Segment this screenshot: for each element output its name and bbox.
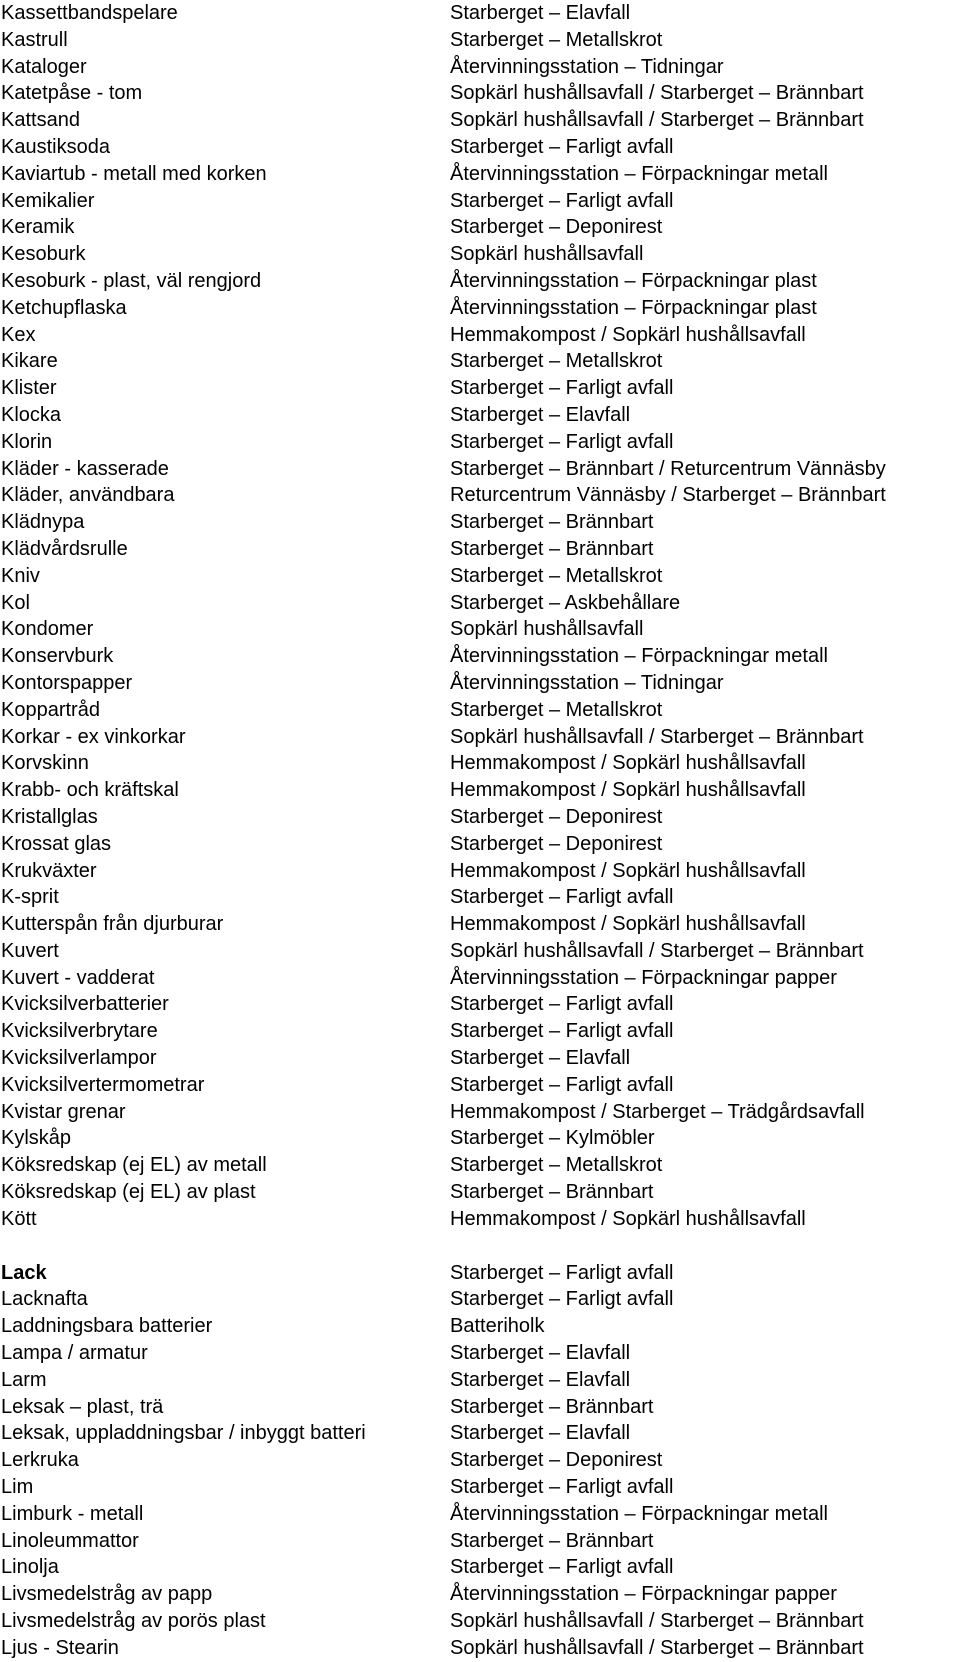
- disposal-destination: Starberget – Brännbart / Returcentrum Vännäsby: [450, 457, 886, 480]
- item-name: Keramik: [1, 216, 75, 239]
- disposal-destination: Starberget – Elavfall: [450, 2, 631, 24]
- list-item: [0, 938, 960, 965]
- item-name: Klädnypa: [1, 511, 85, 534]
- disposal-destination: Starberget – Farligt avfall: [450, 430, 674, 453]
- disposal-destination: Hemmakompost / Starberget – Trädgårdsavfall: [450, 1100, 865, 1123]
- item-name: Köksredskap (ej EL) av metall: [1, 1154, 267, 1177]
- list-item: [0, 456, 960, 483]
- list-item: [0, 1099, 960, 1126]
- disposal-destination: Starberget – Deponirest: [450, 1449, 663, 1472]
- list-item: [0, 724, 960, 751]
- disposal-destination: Sopkärl hushållsavfall / Starberget – Brännbart: [450, 82, 864, 105]
- list-item: [0, 536, 960, 563]
- item-name: Larm: [1, 1368, 47, 1391]
- list-item: [0, 375, 960, 402]
- item-name: Kattsand: [1, 109, 80, 132]
- disposal-destination: Starberget – Farligt avfall: [450, 377, 674, 400]
- item-name: Kvicksilverlampor: [1, 1047, 157, 1070]
- disposal-destination: Starberget – Elavfall: [450, 1047, 631, 1070]
- item-name: Krabb- och kräftskal: [1, 779, 179, 802]
- list-item: [0, 429, 960, 456]
- disposal-destination: Återvinningsstation – Förpackningar metall: [450, 162, 828, 185]
- list-item: [0, 482, 960, 509]
- list-item: [0, 1501, 960, 1528]
- item-name: Konservburk: [1, 645, 114, 668]
- list-item: [0, 1179, 960, 1206]
- list-item: [0, 348, 960, 375]
- disposal-destination: Återvinningsstation – Tidningar: [450, 55, 724, 78]
- disposal-destination: Återvinningsstation – Förpackningar plast: [450, 296, 817, 319]
- item-name: Kläder - kasserade: [1, 457, 169, 480]
- list-item: [0, 590, 960, 617]
- item-name: Kylskåp: [1, 1127, 72, 1150]
- disposal-destination: Starberget – Brännbart: [450, 1181, 654, 1204]
- list-item: [0, 80, 960, 107]
- item-name: Kött: [1, 1207, 37, 1230]
- disposal-destination: Hemmakompost / Sopkärl hushållsavfall: [450, 752, 806, 775]
- item-name: Köksredskap (ej EL) av plast: [1, 1181, 256, 1204]
- disposal-destination: Starberget – Metallskrot: [450, 1154, 663, 1177]
- list-item: [0, 563, 960, 590]
- item-name: Lim: [1, 1476, 34, 1499]
- item-name: Kemikalier: [1, 189, 95, 212]
- item-name: Lacknafta: [1, 1288, 88, 1311]
- item-name: Kniv: [1, 564, 40, 587]
- item-name: Kvistar grenar: [1, 1100, 126, 1123]
- disposal-destination: Hemmakompost / Sopkärl hushållsavfall: [450, 323, 806, 346]
- item-name: Lack: [1, 1261, 47, 1284]
- item-name: Koppartråd: [1, 698, 100, 721]
- item-name: Klister: [1, 377, 57, 400]
- list-item: [0, 965, 960, 992]
- disposal-destination: Starberget – Farligt avfall: [450, 1556, 674, 1579]
- item-name: Ketchupflaska: [1, 296, 127, 319]
- list-item: [0, 858, 960, 885]
- disposal-destination: Hemmakompost / Sopkärl hushållsavfall: [450, 859, 806, 882]
- item-name: Kondomer: [1, 618, 94, 641]
- item-name: Linoleummattor: [1, 1529, 139, 1552]
- disposal-destination: Starberget – Farligt avfall: [450, 1261, 674, 1284]
- disposal-destination: Starberget – Deponirest: [450, 805, 663, 828]
- list-item: [0, 322, 960, 349]
- list-item: [0, 1152, 960, 1179]
- item-name: Laddningsbara batterier: [1, 1315, 213, 1338]
- item-name: Klorin: [1, 430, 53, 453]
- item-name: Leksak – plast, trä: [1, 1395, 164, 1418]
- disposal-destination: Starberget – Metallskrot: [450, 698, 663, 721]
- disposal-destination: Sopkärl hushållsavfall / Starberget – Brännbart: [450, 939, 864, 962]
- item-name: Kontorspapper: [1, 671, 133, 694]
- disposal-destination: Starberget – Farligt avfall: [450, 1288, 674, 1311]
- list-item: [0, 107, 960, 134]
- list-item: [0, 643, 960, 670]
- list-item: [0, 1206, 960, 1233]
- list-item: [0, 214, 960, 241]
- list-item: [0, 1394, 960, 1421]
- item-name: Kristallglas: [1, 805, 98, 828]
- list-item: [0, 1447, 960, 1474]
- disposal-destination: Starberget – Brännbart: [450, 511, 654, 534]
- disposal-destination: Återvinningsstation – Förpackningar metall: [450, 1502, 828, 1525]
- list-item: [0, 161, 960, 188]
- list-item: [0, 1072, 960, 1099]
- list-item: [0, 1286, 960, 1313]
- list-item: [0, 188, 960, 215]
- list-item: [0, 670, 960, 697]
- item-name: Linolja: [1, 1556, 59, 1579]
- list-item: [0, 991, 960, 1018]
- list-item: [0, 1018, 960, 1045]
- disposal-destination: Starberget – Farligt avfall: [450, 189, 674, 212]
- disposal-destination: Starberget – Farligt avfall: [450, 1020, 674, 1043]
- disposal-destination: Starberget – Brännbart: [450, 1529, 654, 1552]
- disposal-destination: Sopkärl hushållsavfall / Starberget – Brännbart: [450, 725, 864, 748]
- item-name: Kesoburk - plast, väl rengjord: [1, 269, 262, 292]
- disposal-destination: Starberget – Elavfall: [450, 403, 631, 426]
- list-item: [0, 0, 960, 27]
- disposal-destination: Återvinningsstation – Tidningar: [450, 671, 724, 694]
- item-name: Kesoburk: [1, 243, 86, 266]
- list-item: [0, 1260, 960, 1287]
- list-item: [0, 804, 960, 831]
- item-name: Kex: [1, 323, 36, 346]
- item-name: Kataloger: [1, 55, 87, 78]
- disposal-destination: Batteriholk: [450, 1315, 545, 1338]
- list-item: [0, 1474, 960, 1501]
- item-name: Kuvert - vadderat: [1, 966, 155, 989]
- disposal-destination: Sopkärl hushållsavfall: [450, 618, 644, 641]
- item-name: Kläder, användbara: [1, 484, 175, 507]
- disposal-destination: Starberget – Kylmöbler: [450, 1127, 655, 1150]
- list-item: [0, 831, 960, 858]
- item-name: Kvicksilvertermometrar: [1, 1073, 205, 1096]
- item-name: Kvicksilverbrytare: [1, 1020, 158, 1043]
- disposal-destination: Starberget – Metallskrot: [450, 564, 663, 587]
- item-name: Korvskinn: [1, 752, 89, 775]
- item-name: Lampa / armatur: [1, 1342, 148, 1365]
- list-item: [0, 884, 960, 911]
- item-name: Kassettbandspelare: [1, 2, 178, 24]
- disposal-destination: Starberget – Elavfall: [450, 1342, 631, 1365]
- disposal-destination: Sopkärl hushållsavfall / Starberget – Brännbart: [450, 1636, 864, 1659]
- disposal-destination: Starberget – Brännbart: [450, 537, 654, 560]
- disposal-destination: Starberget – Deponirest: [450, 832, 663, 855]
- item-name: Lerkruka: [1, 1449, 79, 1472]
- item-name: Kvicksilverbatterier: [1, 993, 169, 1016]
- list-item: [0, 1420, 960, 1447]
- item-name: Kaviartub - metall med korken: [1, 162, 267, 185]
- item-name: Limburk - metall: [1, 1502, 144, 1525]
- item-name: Kuvert: [1, 939, 59, 962]
- list-item: [0, 697, 960, 724]
- disposal-destination: Starberget – Askbehållare: [450, 591, 681, 614]
- item-name: Kol: [1, 591, 30, 614]
- item-name: Krukväxter: [1, 859, 97, 882]
- list-item: [0, 1608, 960, 1635]
- disposal-destination: Starberget – Farligt avfall: [450, 1073, 674, 1096]
- disposal-destination: Hemmakompost / Sopkärl hushållsavfall: [450, 913, 806, 936]
- item-name: Kaustiksoda: [1, 135, 110, 158]
- item-name: Livsmedelstråg av papp: [1, 1583, 213, 1606]
- list-item: [0, 1045, 960, 1072]
- item-name: Klädvårdsrulle: [1, 537, 128, 560]
- list-item: [0, 402, 960, 429]
- item-name: Krossat glas: [1, 832, 112, 855]
- list-item: [0, 1581, 960, 1608]
- disposal-destination: Hemmakompost / Sopkärl hushållsavfall: [450, 779, 806, 802]
- disposal-destination: Starberget – Elavfall: [450, 1422, 631, 1445]
- list-item: [0, 241, 960, 268]
- list-item: [0, 1367, 960, 1394]
- disposal-destination: Starberget – Farligt avfall: [450, 135, 674, 158]
- list-item: [0, 777, 960, 804]
- disposal-destination: Starberget – Farligt avfall: [450, 1476, 674, 1499]
- item-name: K-sprit: [1, 886, 59, 909]
- disposal-destination: Starberget – Metallskrot: [450, 350, 663, 373]
- disposal-destination: Sopkärl hushållsavfall: [450, 243, 644, 266]
- item-name: Livsmedelstråg av porös plast: [1, 1610, 266, 1633]
- item-name: Kikare: [1, 350, 58, 373]
- disposal-destination: Starberget – Elavfall: [450, 1368, 631, 1391]
- disposal-destination: Starberget – Farligt avfall: [450, 993, 674, 1016]
- disposal-destination: Sopkärl hushållsavfall / Starberget – Brännbart: [450, 1610, 864, 1633]
- list-item: [0, 134, 960, 161]
- disposal-destination: Returcentrum Vännäsby / Starberget – Brännbart: [450, 484, 886, 507]
- item-name: Klocka: [1, 403, 62, 426]
- list-item: [0, 1554, 960, 1581]
- list-item: [0, 750, 960, 777]
- list-item: [0, 1528, 960, 1555]
- list-item: [0, 616, 960, 643]
- list-item: [0, 1313, 960, 1340]
- item-name: Kastrull: [1, 28, 68, 51]
- disposal-destination: Starberget – Farligt avfall: [450, 886, 674, 909]
- disposal-destination: Återvinningsstation – Förpackningar papper: [450, 1583, 837, 1606]
- list-item: [0, 911, 960, 938]
- item-name: Katetpåse - tom: [1, 82, 143, 105]
- list-item: [0, 1340, 960, 1367]
- disposal-destination: Starberget – Brännbart: [450, 1395, 654, 1418]
- disposal-destination: Återvinningsstation – Förpackningar metall: [450, 645, 828, 668]
- list-item: [0, 295, 960, 322]
- item-name: Kutterspån från djurburar: [1, 913, 224, 936]
- list-item: [0, 268, 960, 295]
- item-name: Ljus - Stearin: [1, 1636, 119, 1659]
- list-item: [0, 1125, 960, 1152]
- disposal-destination: Återvinningsstation – Förpackningar papper: [450, 966, 837, 989]
- disposal-destination: Starberget – Metallskrot: [450, 28, 663, 51]
- list-item: [0, 27, 960, 54]
- disposal-destination: Sopkärl hushållsavfall / Starberget – Brännbart: [450, 109, 864, 132]
- list-item: [0, 1635, 960, 1662]
- list-item: [0, 509, 960, 536]
- item-name: Leksak, uppladdningsbar / inbyggt batteri: [1, 1422, 366, 1445]
- item-name: Korkar - ex vinkorkar: [1, 725, 186, 748]
- disposal-destination: Återvinningsstation – Förpackningar plast: [450, 269, 817, 292]
- disposal-destination: Hemmakompost / Sopkärl hushållsavfall: [450, 1207, 806, 1230]
- list-item: [0, 54, 960, 81]
- disposal-destination: Starberget – Deponirest: [450, 216, 663, 239]
